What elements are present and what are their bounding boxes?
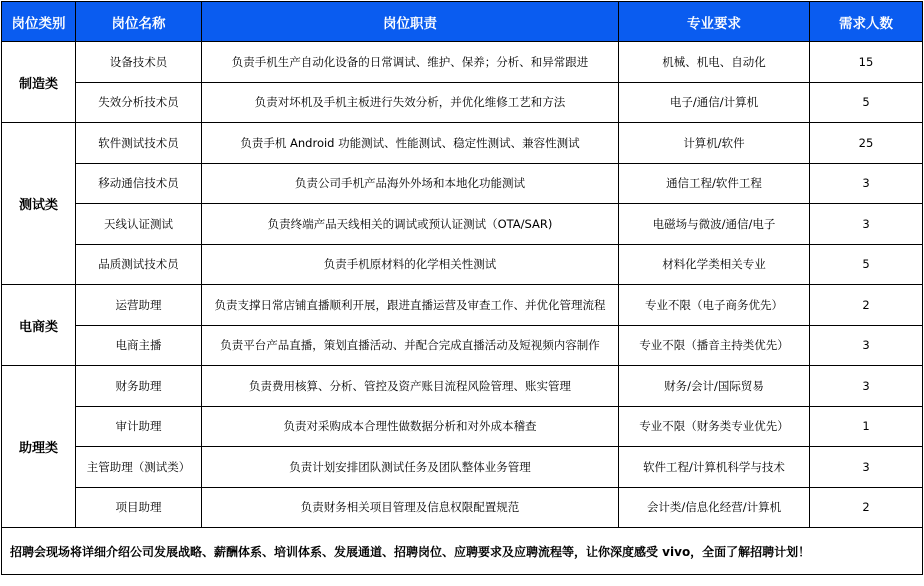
position-name: 财务助理 (76, 366, 202, 407)
table-row (2, 406, 923, 447)
table-row (2, 244, 923, 285)
position-name: 软件测试技术员 (76, 123, 202, 164)
position-name: 主管助理（测试类） (76, 447, 202, 488)
position-count: 15 (810, 42, 923, 83)
header-row (2, 2, 923, 42)
table-row (2, 163, 923, 204)
category-cell: 制造类 (2, 42, 76, 123)
position-count: 25 (810, 123, 923, 164)
position-count: 5 (810, 244, 923, 285)
category-cell: 测试类 (2, 123, 76, 285)
position-major: 财务/会计/国际贸易 (619, 366, 810, 407)
table-row (2, 82, 923, 123)
position-major: 电磁场与微波/通信/电子 (619, 204, 810, 245)
position-duty: 负责终端产品天线相关的调试或预认证测试（OTA/SAR) (202, 204, 619, 245)
position-name: 项目助理 (76, 487, 202, 528)
footer-row (2, 528, 923, 575)
position-duty: 负责对采购成本合理性做数据分析和对外成本稽查 (202, 406, 619, 447)
position-major: 会计类/信息化经营/计算机 (619, 487, 810, 528)
footer-note: 招聘会现场将详细介绍公司发展战略、薪酬体系、培训体系、发展通道、招聘岗位、应聘要求及应聘流程等，让你深度感受 vivo，全面了解招聘计划！ (2, 528, 923, 575)
position-name: 设备技术员 (76, 42, 202, 83)
position-major: 专业不限（播音主持类优先） (619, 325, 810, 366)
position-major: 软件工程/计算机科学与技术 (619, 447, 810, 488)
position-count: 2 (810, 285, 923, 326)
position-count: 3 (810, 325, 923, 366)
position-duty: 负责手机原材料的化学相关性测试 (202, 244, 619, 285)
header-category: 岗位类别 (2, 2, 76, 42)
position-duty: 负责对坏机及手机主板进行失效分析，并优化维修工艺和方法 (202, 82, 619, 123)
header-duty: 岗位职责 (202, 2, 619, 42)
position-duty: 负责费用核算、分析、管控及资产账目流程风险管理、账实管理 (202, 366, 619, 407)
position-duty: 负责公司手机产品海外外场和本地化功能测试 (202, 163, 619, 204)
table-row (2, 42, 923, 83)
position-major: 材料化学类相关专业 (619, 244, 810, 285)
position-duty: 负责计划安排团队测试任务及团队整体业务管理 (202, 447, 619, 488)
header-count: 需求人数 (810, 2, 923, 42)
position-major: 通信工程/软件工程 (619, 163, 810, 204)
header-major: 专业要求 (619, 2, 810, 42)
position-count: 3 (810, 204, 923, 245)
position-count: 3 (810, 447, 923, 488)
category-cell: 助理类 (2, 366, 76, 528)
position-name: 天线认证测试 (76, 204, 202, 245)
position-count: 3 (810, 163, 923, 204)
position-name: 审计助理 (76, 406, 202, 447)
position-count: 3 (810, 366, 923, 407)
table-row (2, 447, 923, 488)
position-major: 专业不限（电子商务优先） (619, 285, 810, 326)
position-major: 电子/通信/计算机 (619, 82, 810, 123)
position-name: 电商主播 (76, 325, 202, 366)
position-duty: 负责财务相关项目管理及信息权限配置规范 (202, 487, 619, 528)
category-cell: 电商类 (2, 285, 76, 366)
table-row (2, 366, 923, 407)
position-major: 计算机/软件 (619, 123, 810, 164)
header-name: 岗位名称 (76, 2, 202, 42)
position-name: 运营助理 (76, 285, 202, 326)
position-major: 专业不限（财务类专业优先） (619, 406, 810, 447)
position-major: 机械、机电、自动化 (619, 42, 810, 83)
position-name: 移动通信技术员 (76, 163, 202, 204)
table-row (2, 204, 923, 245)
position-duty: 负责支撑日常店铺直播顺利开展，跟进直播运营及审查工作、并优化管理流程 (202, 285, 619, 326)
position-duty: 负责手机生产自动化设备的日常调试、维护、保养；分析、和异常跟进 (202, 42, 619, 83)
position-duty: 负责平台产品直播，策划直播活动、并配合完成直播活动及短视频内容制作 (202, 325, 619, 366)
table-row (2, 123, 923, 164)
position-count: 2 (810, 487, 923, 528)
table-row (2, 325, 923, 366)
position-count: 1 (810, 406, 923, 447)
position-name: 失效分析技术员 (76, 82, 202, 123)
position-name: 品质测试技术员 (76, 244, 202, 285)
table-row (2, 487, 923, 528)
table-row (2, 285, 923, 326)
position-count: 5 (810, 82, 923, 123)
recruitment-table (1, 1, 923, 575)
position-duty: 负责手机 Android 功能测试、性能测试、稳定性测试、兼容性测试 (202, 123, 619, 164)
